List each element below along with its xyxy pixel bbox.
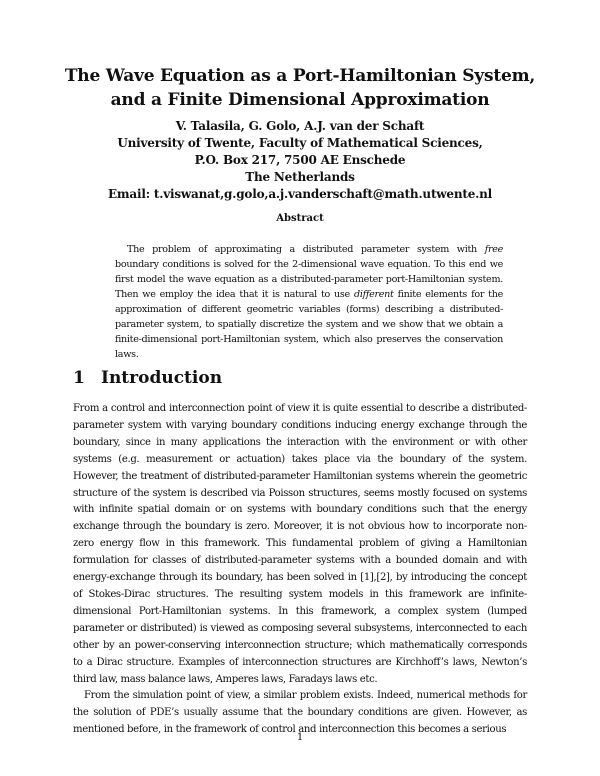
abstract-heading: Abstract: [276, 213, 324, 224]
author-country: The Netherlands: [245, 170, 355, 184]
author-block: [0, 118, 600, 203]
abstract-text: [115, 242, 503, 362]
abstract-emphasis-different: different: [353, 289, 394, 300]
abstract-text-part-1: The problem of approximating a distributed parameter system with: [127, 244, 485, 255]
abstract-text-part-2: boundary conditions is solved for the 2-dimensional wave equation. To this end we first model the wave equation as a distributed-parameter port-Hamiltonian system. Then we employ the idea that it is natural to use: [115, 259, 503, 300]
abstract-emphasis-free: free: [484, 244, 503, 255]
page-number: 1: [296, 732, 304, 743]
author-names: V. Talasila, G. Golo, A.J. van der Schaft: [175, 119, 425, 133]
abstract-text-part-3: finite elements for the approximation of different geometric variables (forms) describing a distributed-parameter system, to spatially discretize the system and we show that we obtain a finite-dimensional port-Hamiltonian system, which also preserves the conservation laws.: [115, 289, 503, 360]
title-line-1: The Wave Equation as a Port-Hamiltonian System,: [64, 66, 536, 86]
author-email: Email: t.viswanat,g.golo,a.j.vanderschaft@math.utwente.nl: [107, 187, 493, 201]
section-heading: [73, 368, 222, 388]
section-title: Introduction: [101, 368, 223, 388]
title-line-2: and a Finite Dimensional Approximation: [110, 90, 490, 110]
body-paragraph-2: From the simulation point of view, a similar problem exists. Indeed, numerical methods for the solution of PDE’s usually assume that the boundary conditions are given. However, as mentioned before, in the framework of control and interconnection this becomes a serious: [73, 690, 527, 735]
section-number: 1: [73, 368, 85, 388]
body-paragraph-1: From a control and interconnection point of view it is quite essential to describe a distributed-parameter system with varying boundary conditions inducing energy exchange through the boundary, since in many applications the interaction with the environment or with other systems (e.g. measurement or actuation) takes place via the boundary of the system. However, the treatment of distributed-parameter Hamiltonian systems wherein the geometric structure of the system is described via Poisson structures, seems mostly focused on systems with infinite spatial domain or on systems with boundary conditions such that the energy exchange through the boundary is zero. Moreover, it is not obvious how to incorporate non-zero energy flow in this framework. This fundamental problem of giving a Hamiltonian formulation for classes of distributed-parameter systems with a bounded domain and with energy-exchange through its boundary, has been solved in [1],[2], by introducing the concept of Stokes-Dirac structures. The resulting system models in this framework are infinite-dimensional Port-Hamiltonian systems. In this framework, a complex system (lumped parameter or distributed) is viewed as composing several subsystems, interconnected to each other by an power-conserving interconnection structure; which mathematically corresponds to a Dirac structure. Examples of interconnection structures are Kirchhoff’s laws, Newton’s third law, mass balance laws, Amperes laws, Faradays laws etc.: [73, 403, 527, 685]
author-affiliation: University of Twente, Faculty of Mathematical Sciences,: [117, 136, 483, 150]
paper-title: [0, 64, 600, 112]
author-address: P.O. Box 217, 7500 AE Enschede: [194, 153, 406, 167]
